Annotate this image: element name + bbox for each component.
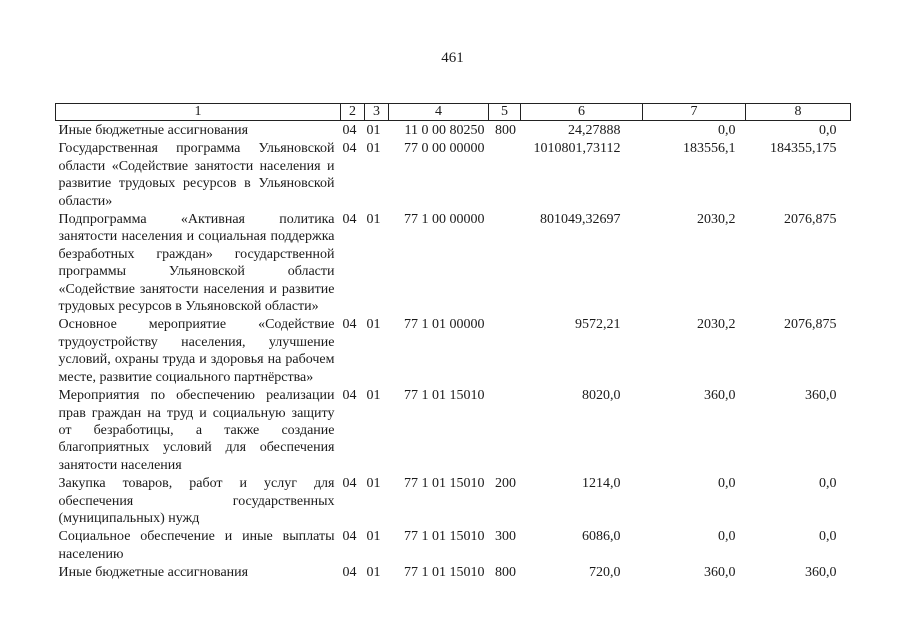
row-amount-col8-cell: 0,0 xyxy=(819,123,837,138)
row-amount-col6-cell: 720,0 xyxy=(589,565,621,581)
row-section-cell: 04 xyxy=(342,388,357,404)
row-amount-col8-cell: 0,0 xyxy=(819,476,837,492)
row-name-cell: Основное мероприятие «Содействие трудоустройству населения, улучшение условий, охраны труда и здоровья на рабочем месте, развитие социального партнёрства» xyxy=(58,317,335,385)
row-target-code-cell: 77 1 01 00000 xyxy=(404,317,485,333)
table-row xyxy=(56,386,851,474)
row-amount-col7-cell: 2030,2 xyxy=(697,212,736,228)
row-amount-col8-cell: 184355,175 xyxy=(770,141,837,157)
budget-table xyxy=(55,103,851,582)
row-expense-type-cell: 800 xyxy=(495,565,516,581)
row-amount-col6-cell: 801049,32697 xyxy=(540,212,621,228)
row-amount-col6-cell: 1010801,73112 xyxy=(533,141,621,157)
row-amount-col6-cell: 24,27888 xyxy=(568,123,621,138)
row-name-cell: Мероприятия по обеспечению реализации прав граждан на труд и социальную защиту от безработицы, а также создание благоприятных условий для обеспечения занятости населения xyxy=(58,388,335,473)
row-expense-type-cell xyxy=(489,210,521,315)
header-cell: 1 xyxy=(56,104,341,121)
row-section-cell: 04 xyxy=(342,141,357,157)
row-section-cell: 04 xyxy=(342,123,357,138)
row-amount-col7-cell: 0,0 xyxy=(718,529,736,545)
header-cell: 3 xyxy=(365,104,389,121)
row-subsection-cell: 01 xyxy=(366,317,381,333)
row-expense-type-cell: 300 xyxy=(495,529,516,545)
row-subsection-cell: 01 xyxy=(366,529,381,545)
header-cell: 7 xyxy=(643,104,746,121)
row-target-code-cell: 77 1 01 15010 xyxy=(404,565,485,581)
row-subsection-cell: 01 xyxy=(366,388,381,404)
row-expense-type-cell: 200 xyxy=(495,476,516,492)
header-cell: 5 xyxy=(489,104,521,121)
row-section-cell: 04 xyxy=(342,212,357,228)
table-body xyxy=(56,121,851,582)
row-target-code-cell: 77 1 01 15010 xyxy=(404,388,485,404)
row-expense-type-cell xyxy=(489,315,521,386)
row-section-cell: 04 xyxy=(342,529,357,545)
row-subsection-cell: 01 xyxy=(366,212,381,228)
row-target-code-cell: 11 0 00 80250 xyxy=(404,123,485,138)
header-cell: 6 xyxy=(521,104,643,121)
table-row xyxy=(56,121,851,140)
table-row xyxy=(56,315,851,386)
row-amount-col8-cell: 2076,875 xyxy=(784,212,837,228)
row-target-code-cell: 77 1 00 00000 xyxy=(404,212,485,228)
row-expense-type-cell: 800 xyxy=(495,123,516,138)
row-amount-col7-cell: 360,0 xyxy=(704,565,736,581)
row-section-cell: 04 xyxy=(342,565,357,581)
row-amount-col7-cell: 0,0 xyxy=(718,476,736,492)
row-subsection-cell: 01 xyxy=(366,476,381,492)
table-row xyxy=(56,474,851,527)
row-target-code-cell: 77 1 01 15010 xyxy=(404,529,485,545)
table-row xyxy=(56,139,851,210)
row-section-cell: 04 xyxy=(342,317,357,333)
table-row xyxy=(56,563,851,581)
row-name-cell: Иные бюджетные ассигнования xyxy=(58,565,249,581)
table-row xyxy=(56,527,851,563)
row-name-cell: Подпрограмма «Активная политика занятости населения и социальная поддержка безработных граждан» государственной программы Ульяновской области «Содействие занятости населения и развитие трудовых ресурсов в Ульяновской области» xyxy=(58,212,335,315)
row-name-cell: Социальное обеспечение и иные выплаты населению xyxy=(58,529,335,562)
header-cell: 8 xyxy=(746,104,851,121)
header-cell: 2 xyxy=(341,104,365,121)
row-expense-type-cell xyxy=(489,386,521,474)
table-row xyxy=(56,210,851,315)
row-target-code-cell: 77 0 00 00000 xyxy=(404,141,485,157)
row-amount-col7-cell: 2030,2 xyxy=(697,317,736,333)
row-amount-col6-cell: 9572,21 xyxy=(575,317,621,333)
row-amount-col8-cell: 360,0 xyxy=(805,565,837,581)
row-amount-col7-cell: 183556,1 xyxy=(683,141,736,157)
page-number: 461 xyxy=(441,50,464,66)
row-amount-col7-cell: 360,0 xyxy=(704,388,736,404)
row-subsection-cell: 01 xyxy=(366,123,381,138)
row-name-cell: Иные бюджетные ассигнования xyxy=(58,123,249,138)
row-expense-type-cell xyxy=(489,139,521,210)
row-name-cell: Государственная программа Ульяновской области «Содействие занятости населения и развитие трудовых ресурсов в Ульяновской области» xyxy=(58,141,335,209)
row-amount-col8-cell: 2076,875 xyxy=(784,317,837,333)
row-amount-col6-cell: 8020,0 xyxy=(582,388,621,404)
row-amount-col6-cell: 6086,0 xyxy=(582,529,621,545)
row-subsection-cell: 01 xyxy=(366,141,381,157)
row-amount-col8-cell: 360,0 xyxy=(805,388,837,404)
header-cell: 4 xyxy=(389,104,489,121)
row-amount-col7-cell: 0,0 xyxy=(718,123,736,138)
row-section-cell: 04 xyxy=(342,476,357,492)
row-subsection-cell: 01 xyxy=(366,565,381,581)
row-amount-col6-cell: 1214,0 xyxy=(582,476,621,492)
header-row xyxy=(56,104,851,121)
row-amount-col8-cell: 0,0 xyxy=(819,529,837,545)
row-target-code-cell: 77 1 01 15010 xyxy=(404,476,485,492)
row-name-cell: Закупка товаров, работ и услуг для обеспечения государственных (муниципальных) нужд xyxy=(58,476,335,526)
